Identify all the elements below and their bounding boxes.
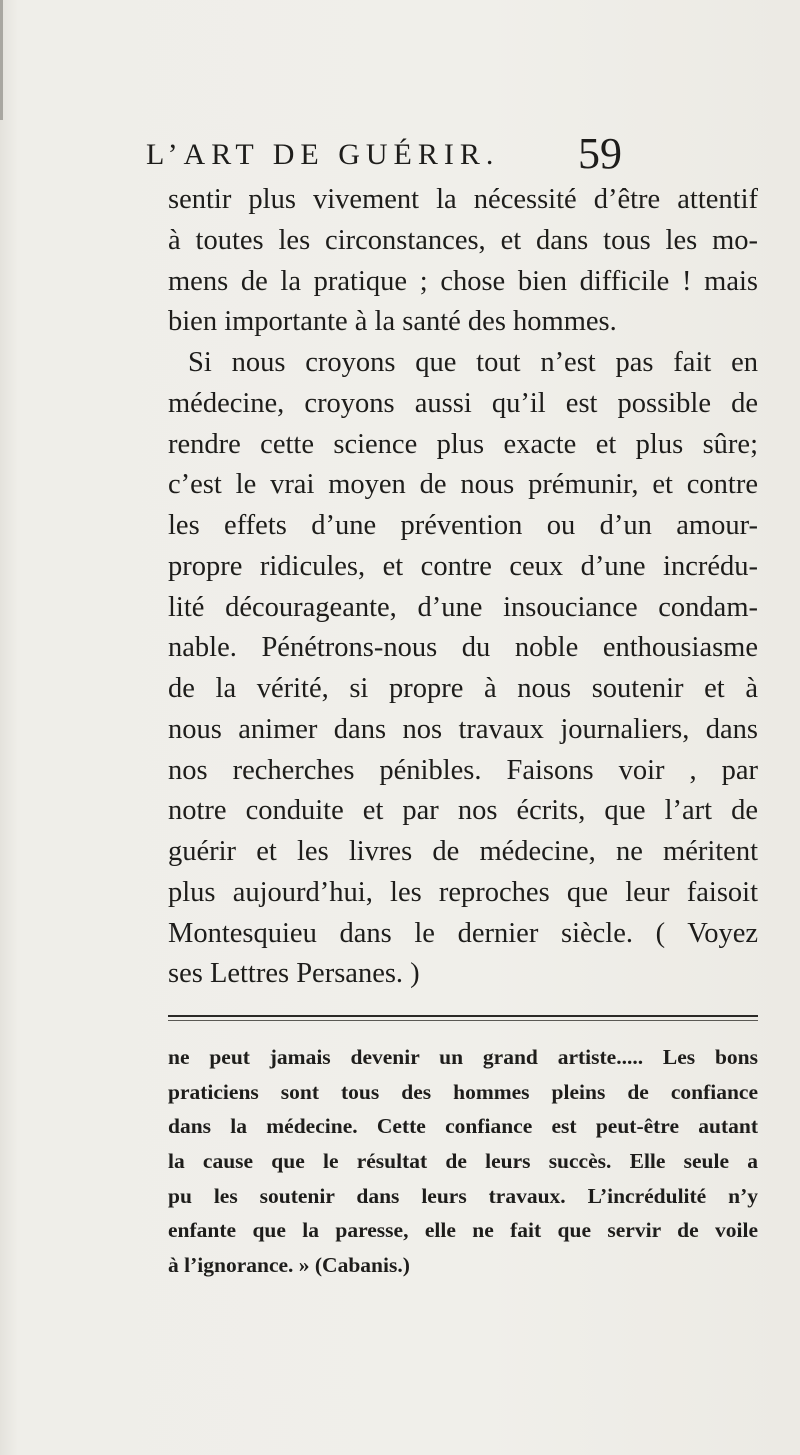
footnote-line: enfante que la paresse, elle ne fait que servir de voile	[168, 1218, 758, 1243]
text-line: de la vérité, si propre à nous soutenir et à	[168, 673, 758, 704]
footnote-line: praticiens sont tous des hommes pleins de confiance	[168, 1079, 758, 1104]
text-line: sentir plus vivement la nécessité d’être attentif	[168, 184, 758, 215]
footnote-line: la cause que le résultat de leurs succès. Elle seule a	[168, 1149, 758, 1174]
body-text	[168, 180, 758, 995]
running-title: L’ART DE GUÉRIR.	[146, 138, 500, 171]
text-line: plus aujourd’hui, les reproches que leur faisoit	[168, 876, 758, 908]
text-line: guérir et les livres de médecine, ne méritent	[168, 836, 758, 867]
text-line: notre conduite et par nos écrits, que l’art de	[168, 795, 758, 827]
text-line: nos recherches pénibles. Faisons voir , par	[168, 754, 758, 786]
text-line: nous animer dans nos travaux journaliers, dans	[168, 713, 758, 745]
text-line: nable. Pénétrons-nous du noble enthousiasme	[168, 632, 758, 664]
text-line: bien importante à la santé des hommes.	[168, 306, 617, 338]
text-line: les effets d’une prévention ou d’un amour-	[168, 510, 758, 541]
text-line: à toutes les circonstances, et dans tous les mo-	[168, 224, 758, 256]
footnote	[168, 1040, 758, 1283]
text-line: Montesquieu dans le dernier siècle. ( Voyez	[168, 917, 758, 949]
footnote-divider	[168, 1015, 758, 1017]
text-line: Si nous croyons que tout n’est pas fait en	[188, 347, 758, 378]
text-line: propre ridicules, et contre ceux d’une incrédu-	[168, 550, 758, 582]
footnote-line: ne peut jamais devenir un grand artiste..... Les bons	[168, 1045, 758, 1069]
footnote-line: dans la médecine. Cette confiance est peut-être autant	[168, 1114, 758, 1139]
page-number: 59	[578, 129, 622, 178]
text-line: rendre cette science plus exacte et plus sûre;	[168, 428, 758, 460]
footnote-line: à l’ignorance. » (Cabanis.)	[168, 1253, 410, 1278]
text-line: c’est le vrai moyen de nous prémunir, et contre	[168, 469, 758, 501]
page-edge	[0, 0, 3, 120]
footnote-line: pu les soutenir dans leurs travaux. L’incrédulité n’y	[168, 1183, 758, 1208]
text-line: médecine, croyons aussi qu’il est possible de	[168, 387, 758, 419]
footnote-divider-thin	[168, 1020, 758, 1021]
page-header	[146, 128, 646, 178]
text-line: mens de la pratique ; chose bien difficile ! mais	[168, 265, 758, 297]
text-line: ses Lettres Persanes. )	[168, 958, 420, 990]
text-line: lité décourageante, d’une insouciance condam-	[168, 591, 758, 623]
